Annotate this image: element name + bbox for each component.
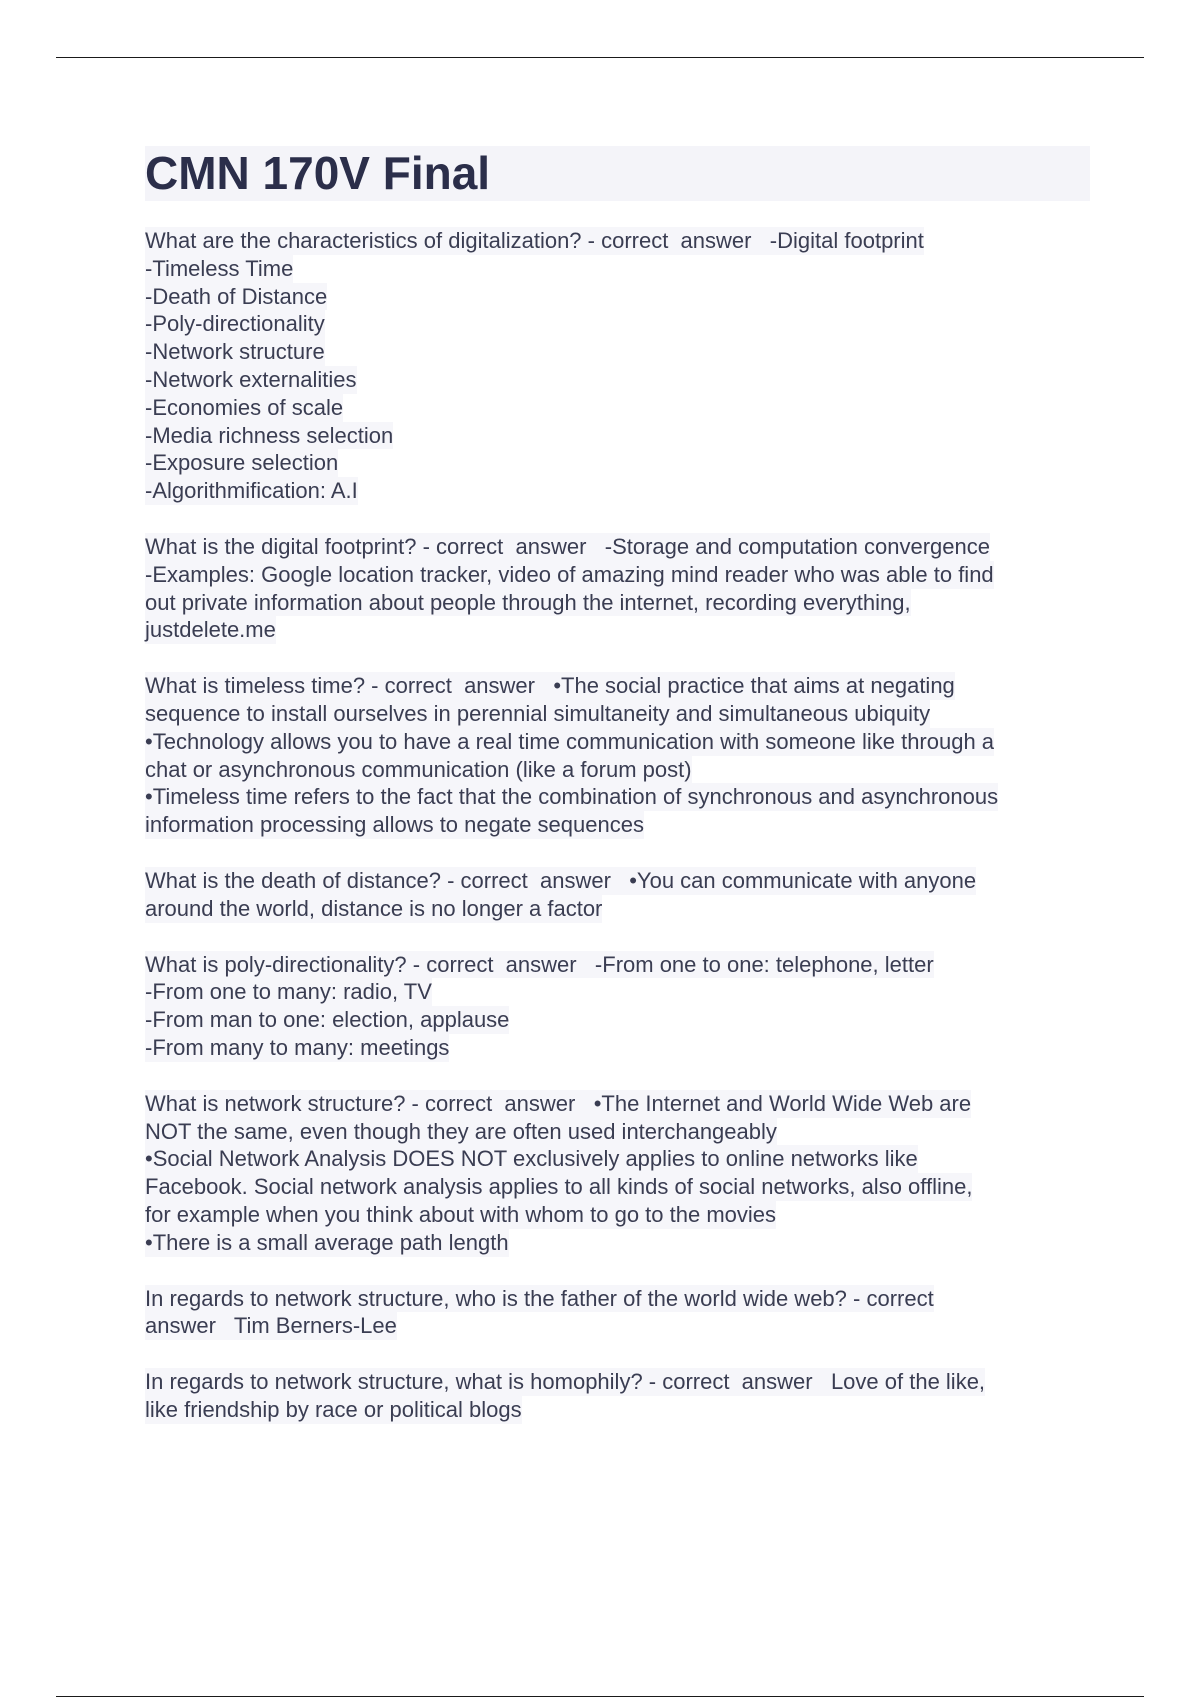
qa-line: -Algorithmification: A.I <box>145 478 358 504</box>
qa-line: •There is a small average path length <box>145 1229 509 1255</box>
qa-block <box>145 672 1090 839</box>
qa-line: for example when you think about with whom to go to the movies <box>145 1201 777 1227</box>
qa-line: -Poly-directionality <box>145 311 325 337</box>
bottom-rule <box>56 1696 1144 1697</box>
qa-line: -Examples: Google location tracker, video of amazing mind reader who was able to find <box>145 561 994 587</box>
qa-block <box>145 227 1090 505</box>
qa-line: What is timeless time? - correct answer •The social practice that aims at negating <box>145 673 955 699</box>
qa-line: What are the characteristics of digitalization? - correct answer -Digital footprint <box>145 228 924 253</box>
qa-line: What is the digital footprint? - correct answer -Storage and computation convergence <box>145 533 990 559</box>
qa-line: -Network externalities <box>145 366 357 392</box>
qa-line: -Exposure selection <box>145 450 339 476</box>
qa-line: What is the death of distance? - correct answer •You can communicate with anyone <box>145 867 977 893</box>
qa-line: -From one to many: radio, TV <box>145 979 432 1005</box>
qa-line: •Social Network Analysis DOES NOT exclusively applies to online networks like <box>145 1146 918 1172</box>
qa-line: sequence to install ourselves in perennial simultaneity and simultaneous ubiquity <box>145 700 931 726</box>
qa-line: -Timeless Time <box>145 255 294 281</box>
qa-block <box>145 951 1090 1062</box>
qa-line: around the world, distance is no longer a factor <box>145 895 603 921</box>
qa-line: justdelete.me <box>145 617 276 643</box>
qa-line: out private information about people through the internet, recording everything, <box>145 589 911 615</box>
qa-block <box>145 1368 1090 1424</box>
qa-line: Facebook. Social network analysis applies to all kinds of social networks, also offline, <box>145 1174 973 1200</box>
qa-line: -Network structure <box>145 339 325 365</box>
qa-block <box>145 1090 1090 1257</box>
qa-line: In regards to network structure, who is the father of the world wide web? - correct <box>145 1285 934 1311</box>
qa-line: like friendship by race or political blogs <box>145 1396 522 1422</box>
qa-line: •Timeless time refers to the fact that the combination of synchronous and asynchronous <box>145 784 999 810</box>
qa-line: In regards to network structure, what is homophily? - correct answer Love of the like, <box>145 1369 986 1395</box>
qa-block <box>145 867 1090 923</box>
qa-line: What is network structure? - correct answer •The Internet and World Wide Web are <box>145 1090 972 1116</box>
qa-line: •Technology allows you to have a real time communication with someone like through a <box>145 728 995 754</box>
qa-block <box>145 533 1090 644</box>
qa-block <box>145 1285 1090 1341</box>
top-rule <box>56 57 1144 58</box>
document-title: CMN 170V Final <box>145 146 1090 201</box>
qa-line: chat or asynchronous communication (like a forum post) <box>145 756 692 782</box>
qa-line: -From man to one: election, applause <box>145 1007 510 1033</box>
qa-line: -From many to many: meetings <box>145 1034 450 1060</box>
qa-line: NOT the same, even though they are often used interchangeably <box>145 1118 777 1144</box>
qa-line: information processing allows to negate sequences <box>145 812 644 838</box>
qa-line: What is poly-directionality? - correct answer -From one to one: telephone, letter <box>145 951 934 977</box>
qa-line: -Economies of scale <box>145 394 344 420</box>
qa-line: -Media richness selection <box>145 422 394 448</box>
qa-line: answer Tim Berners-Lee <box>145 1313 397 1339</box>
document-body <box>145 146 1090 1452</box>
qa-line: -Death of Distance <box>145 283 328 309</box>
